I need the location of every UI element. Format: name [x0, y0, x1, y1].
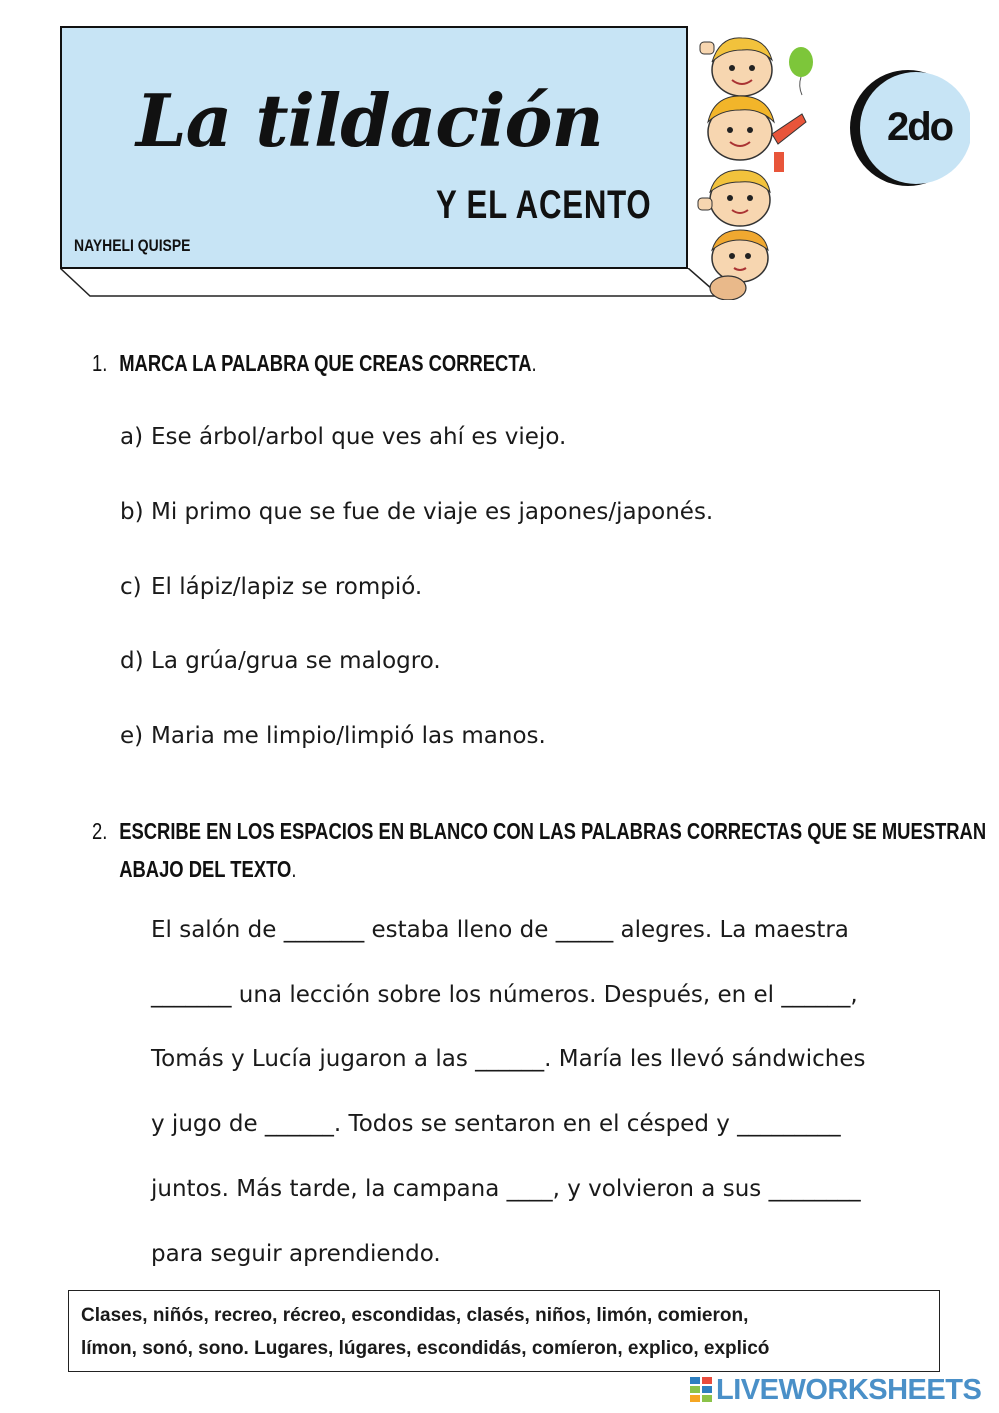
paragraph-line[interactable]: _______ una lección sobre los números. Después, en el ______,: [151, 982, 858, 1008]
balloon-icon: [786, 46, 816, 96]
item-text: Mi primo que se fue de viaje es japones/japonés.: [151, 499, 714, 525]
item-text: Ese árbol/arbol que ves ahí es viejo.: [151, 424, 567, 450]
question-1-period: .: [531, 350, 537, 376]
author-name: NAYHELI QUISPE: [74, 236, 191, 255]
question-1-heading: [92, 344, 537, 382]
word-bank-line: Clases, niñós, recreo, récreo, escondidas, clasés, niños, limón, comieron,: [81, 1305, 749, 1326]
item-letter: a): [120, 424, 144, 450]
item-text: Maria me limpio/limpió las manos.: [151, 723, 546, 749]
kid-face-5: [710, 276, 746, 300]
kid-face-1: [700, 38, 772, 96]
page-title: La tildación: [136, 78, 603, 163]
paragraph-line[interactable]: y jugo de ______. Todos se sentaron en el césped y _________: [151, 1111, 841, 1137]
item-letter: d): [120, 648, 144, 674]
item-letter: b): [120, 499, 144, 525]
question-2-text-line1: ESCRIBE EN LOS ESPACIOS EN BLANCO CON LAS PALABRAS CORRECTAS QUE SE MUESTRAN: [119, 818, 987, 844]
paragraph-line[interactable]: juntos. Más tarde, la campana ____, y volvieron a sus ________: [151, 1176, 861, 1202]
liveworksheets-icon: [690, 1377, 712, 1403]
word-bank-box: [68, 1290, 940, 1372]
item-text: El lápiz/lapiz se rompió.: [151, 574, 423, 600]
question-1-item-d[interactable]: [120, 648, 441, 674]
word-bank-line: límon, sonó, sono. Lugares, lúgares, escondidás, comíeron, explico, explicó: [81, 1338, 770, 1359]
item-letter: e): [120, 723, 144, 749]
question-2-period: .: [291, 856, 297, 882]
question-2-number: 2.: [92, 818, 108, 844]
paragraph-line[interactable]: Tomás y Lucía jugaron a las ______. María les llevó sándwiches: [151, 1046, 866, 1072]
item-letter: c): [120, 574, 142, 600]
banner-3d-edge: [60, 268, 720, 298]
kid-face-3: [698, 170, 770, 226]
liveworksheets-logo[interactable]: [690, 1374, 981, 1406]
item-text: La grúa/grua se malogro.: [151, 648, 441, 674]
question-1-item-a[interactable]: [120, 424, 566, 450]
question-1-text: MARCA LA PALABRA QUE CREAS CORRECTA: [119, 350, 532, 376]
question-1-item-c[interactable]: [120, 574, 422, 600]
page-subtitle: Y EL ACENTO: [436, 183, 652, 227]
brand-name: LIVEWORKSHEETS: [716, 1373, 982, 1406]
question-1-item-b[interactable]: [120, 499, 713, 525]
grade-label: 2do: [887, 105, 953, 149]
question-1-item-e[interactable]: [120, 723, 546, 749]
paragraph-line[interactable]: El salón de _______ estaba lleno de _____ alegres. La maestra: [151, 917, 849, 943]
paragraph-line: para seguir aprendiendo.: [151, 1241, 441, 1267]
question-2-heading: [92, 812, 986, 888]
kid-face-2: [708, 96, 806, 172]
question-1-number: 1.: [92, 350, 108, 376]
question-2-text-line2: ABAJO DEL TEXTO: [119, 856, 292, 882]
kid-face-4: [712, 230, 768, 282]
